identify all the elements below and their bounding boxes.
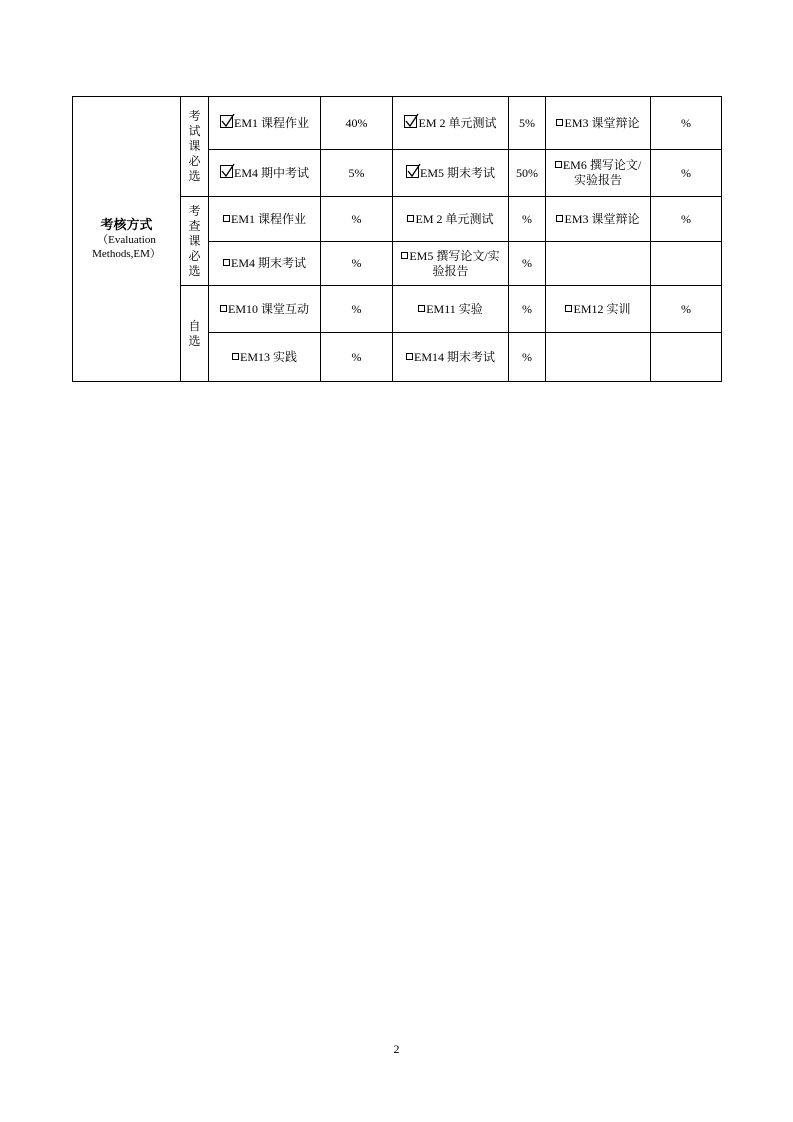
group-char: 必 [188,154,201,168]
group-char: 课 [188,139,201,153]
method-label: EM14 期末考试 [413,349,495,364]
group-char: 考 [188,203,201,218]
weight-cell: % [509,242,546,286]
weight-cell: % [321,197,393,242]
method-label: EM4 期中考试 [233,166,309,180]
exam-required-group-label [181,97,209,197]
method-label: EM 2 单元测试 [418,116,497,130]
method-label: EM 2 单元测试 [415,211,494,226]
empty-box-icon[interactable] [223,259,230,266]
weight-cell: % [509,333,546,382]
weight-cell: 40% [321,97,393,150]
group-char: 课 [188,233,201,248]
empty-box-icon[interactable] [220,305,227,312]
empty-box-icon[interactable] [223,215,230,222]
empty-cell [651,242,722,286]
method-label: EM3 课堂辩论 [564,211,640,226]
group-char: 选 [188,169,201,183]
section-title: 考核方式 [100,217,153,233]
optional-group-label [181,286,209,382]
empty-cell [546,333,651,382]
method-cell[interactable] [393,97,509,150]
empty-box-icon[interactable] [232,353,239,360]
empty-cell [546,242,651,286]
empty-box-icon[interactable] [555,161,562,168]
page-number: 2 [393,1042,400,1056]
evaluation-methods-header [73,97,181,382]
checked-box-icon[interactable] [220,165,233,178]
empty-box-icon[interactable] [565,305,572,312]
weight-cell: % [509,286,546,333]
method-cell[interactable] [209,286,321,333]
group-char: 选 [188,263,201,278]
weight-cell: % [651,150,722,197]
method-label: EM5 期末考试 [419,166,495,180]
method-label-line1: EM6 撰写论文/ [562,158,642,172]
empty-box-icon[interactable] [401,252,408,259]
method-label: EM13 实践 [239,349,297,364]
empty-box-icon[interactable] [556,215,563,222]
weight-cell: % [509,197,546,242]
method-cell[interactable] [393,150,509,197]
empty-cell [651,333,722,382]
method-cell[interactable] [393,286,509,333]
method-label: EM1 课程作业 [230,211,306,226]
method-cell[interactable] [546,97,651,150]
weight-cell: 50% [509,150,546,197]
empty-box-icon[interactable] [406,353,413,360]
group-char: 考 [188,109,201,123]
checked-box-icon[interactable] [220,115,233,128]
weight-cell: % [321,242,393,286]
group-char: 必 [188,248,201,263]
weight-cell: % [651,197,722,242]
method-label: EM10 课堂互动 [227,301,309,316]
method-cell[interactable] [209,197,321,242]
method-cell[interactable] [546,286,651,333]
method-label: EM3 课堂辩论 [564,115,640,130]
method-cell[interactable] [393,242,509,286]
check-required-group-label [181,197,209,286]
method-cell[interactable] [393,333,509,382]
evaluation-methods-table [72,96,722,382]
table-row [73,97,722,150]
weight-cell: 5% [321,150,393,197]
method-cell[interactable] [209,333,321,382]
method-cell[interactable] [546,150,651,197]
method-label: EM11 实验 [426,301,483,316]
section-subtitle-line1: （Evaluation [97,233,156,246]
method-cell[interactable] [546,197,651,242]
weight-cell: % [321,286,393,333]
method-label: EM1 课程作业 [233,116,309,130]
group-char: 试 [188,124,201,138]
method-label: EM12 实训 [573,301,631,316]
method-cell[interactable] [209,97,321,150]
method-cell[interactable] [209,242,321,286]
method-label-line2: 验报告 [432,263,469,278]
method-cell[interactable] [393,197,509,242]
section-subtitle-line2: Methods,EM） [92,247,161,260]
empty-box-icon[interactable] [407,215,414,222]
checked-box-icon[interactable] [404,115,417,128]
group-char: 选 [188,333,201,348]
empty-box-icon[interactable] [418,305,425,312]
empty-box-icon[interactable] [556,119,563,126]
method-label: EM4 期末考试 [230,256,306,270]
method-label-line1: EM5 撰写论文/实 [409,248,500,263]
method-cell[interactable] [209,150,321,197]
weight-cell: % [651,97,722,150]
group-char: 查 [188,218,201,233]
group-char: 自 [188,318,201,333]
weight-cell: % [651,286,722,333]
weight-cell: % [321,333,393,382]
method-label-line2: 实验报告 [573,173,622,187]
checked-box-icon[interactable] [406,165,419,178]
weight-cell: 5% [509,97,546,150]
